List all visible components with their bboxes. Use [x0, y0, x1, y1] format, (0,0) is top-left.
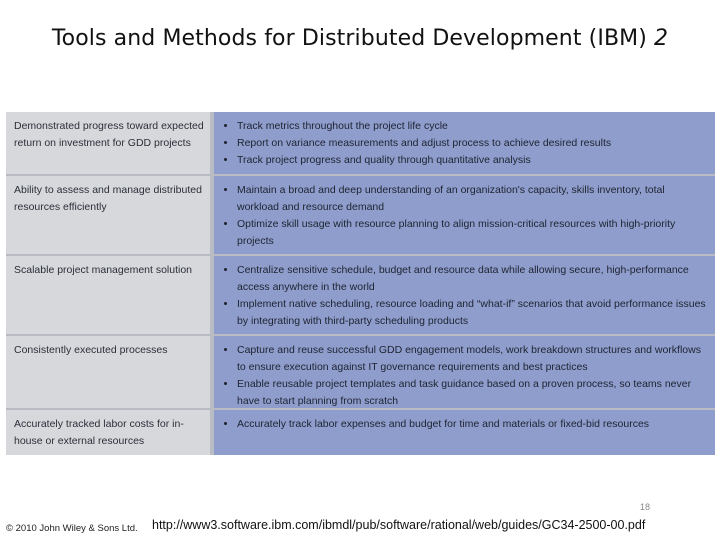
bullets-cell: [214, 176, 715, 254]
slide-title-text: Tools and Methods for Distributed Development (IBM): [51, 26, 647, 51]
slide-title-number: 2: [654, 26, 669, 51]
bullet-list: [222, 118, 707, 169]
bullet-item: • Accurately track labor expenses and budget for time and materials or fixed-bid resources: [237, 416, 707, 433]
source-url-link[interactable]: http://www3.software.ibm.com/ibmdl/pub/software/rational/web/guides/GC34-2500-00.pdf: [152, 518, 646, 532]
bullets-cell: [214, 256, 715, 334]
bullet-list: [222, 342, 707, 410]
bullet-item: • Report on variance measurements and adjust process to achieve desired results: [237, 135, 707, 152]
capabilities-table: [6, 112, 715, 455]
bullet-list: [222, 182, 707, 250]
table-row: [6, 336, 715, 408]
capability-cell: Consistently executed processes: [6, 336, 210, 408]
bullet-list: [222, 262, 707, 330]
bullet-item: • Optimize skill usage with resource planning to align mission-critical resources with high-priority projects: [237, 216, 707, 250]
capability-cell: Demonstrated progress toward expected return on investment for GDD projects: [6, 112, 210, 174]
capability-cell: Accurately tracked labor costs for in-house or external resources: [6, 410, 210, 455]
bullet-list: [222, 416, 707, 433]
copyright-text: © 2010 John Wiley & Sons Ltd.: [6, 523, 138, 534]
bullet-item: • Enable reusable project templates and task guidance based on a proven process, so teams never have to start planning from scratch: [237, 376, 707, 410]
bullet-item: • Capture and reuse successful GDD engagement models, work breakdown structures and workflows to ensure execution against IT governance requirements and best practices: [237, 342, 707, 376]
bullets-cell: [214, 112, 715, 174]
bullet-item: • Track metrics throughout the project life cycle: [237, 118, 707, 135]
page-number: 18: [640, 502, 651, 512]
bullet-item: • Maintain a broad and deep understanding of an organization's capacity, skills inventory, total workload and resource demand: [237, 182, 707, 216]
bullets-cell: [214, 410, 715, 455]
bullets-cell: [214, 336, 715, 408]
bullet-item: • Track project progress and quality through quantitative analysis: [237, 152, 707, 169]
table-row: [6, 256, 715, 334]
slide-title: [0, 26, 720, 51]
table-row: [6, 410, 715, 455]
table-row: [6, 112, 715, 174]
capability-cell: Scalable project management solution: [6, 256, 210, 334]
table-row: [6, 176, 715, 254]
capability-cell: Ability to assess and manage distributed resources efficiently: [6, 176, 210, 254]
bullet-item: • Implement native scheduling, resource loading and “what-if” scenarios that avoid performance issues by integrating with third-party scheduling products: [237, 296, 707, 330]
bullet-item: • Centralize sensitive schedule, budget and resource data while allowing secure, high-performance access anywhere in the world: [237, 262, 707, 296]
